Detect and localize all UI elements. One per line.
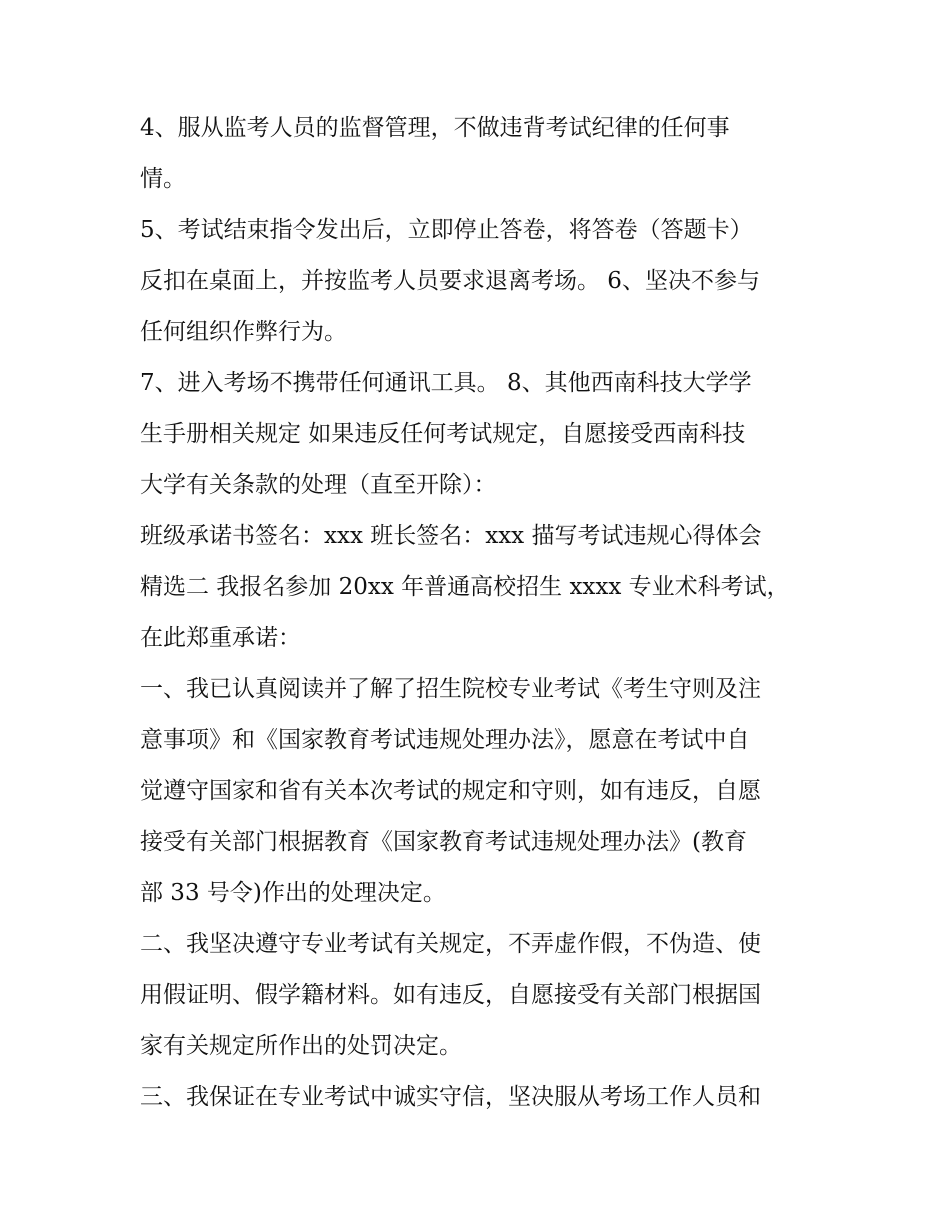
text-line: 精选二 我报名参加 20xx 年普通高校招生 xxxx 专业术科考试，	[140, 574, 790, 600]
text-line: 用假证明、假学籍材料。如有违反，自愿接受有关部门根据国	[140, 982, 761, 1008]
paragraph-signature	[140, 511, 812, 664]
text-line: 大学有关条款的处理（直至开除）：	[140, 472, 497, 498]
paragraph-rule-5-6	[140, 205, 812, 358]
paragraph-rule-4	[140, 103, 812, 205]
text-line: 情。	[140, 166, 186, 192]
text-line: 三、我保证在专业考试中诚实守信，坚决服从考场工作人员和	[140, 1084, 761, 1110]
text-line: 4、服从监考人员的监督管理，不做违背考试纪律的任何事	[140, 115, 730, 141]
text-line: 觉遵守国家和省有关本次考试的规定和守则，如有违反，自愿	[140, 778, 761, 804]
text-line: 在此郑重承诺：	[140, 625, 301, 651]
text-line: 反扣在桌面上，并按监考人员要求退离考场。 6、坚决不参与	[140, 268, 760, 294]
text-line: 部 33 号令)作出的处理决定。	[140, 880, 446, 906]
text-line: 二、我坚决遵守专业考试有关规定，不弄虚作假，不伪造、使	[140, 931, 761, 957]
text-line: 5、考试结束指令发出后，立即停止答卷，将答卷（答题卡）	[140, 217, 753, 243]
paragraph-pledge-3	[140, 1072, 812, 1123]
document-body	[140, 103, 812, 1123]
text-line: 一、我已认真阅读并了解了招生院校专业考试《考生守则及注	[140, 676, 761, 702]
text-line: 生手册相关规定 如果违反任何考试规定，自愿接受西南科技	[140, 421, 746, 447]
paragraph-pledge-2	[140, 919, 812, 1072]
paragraph-pledge-1	[140, 664, 812, 919]
text-line: 意事项》和《国家教育考试违规处理办法》，愿意在考试中自	[140, 727, 750, 753]
text-line: 7、进入考场不携带任何通讯工具。 8、其他西南科技大学学	[140, 370, 752, 396]
text-line: 家有关规定所作出的处罚决定。	[140, 1033, 462, 1059]
text-line: 任何组织作弊行为。	[140, 319, 347, 345]
text-line: 接受有关部门根据教育《国家教育考试违规处理办法》(教育	[140, 829, 747, 855]
paragraph-rule-7-8	[140, 358, 812, 511]
text-line: 班级承诺书签名：xxx 班长签名：xxx 描写考试违规心得体会	[140, 523, 762, 549]
